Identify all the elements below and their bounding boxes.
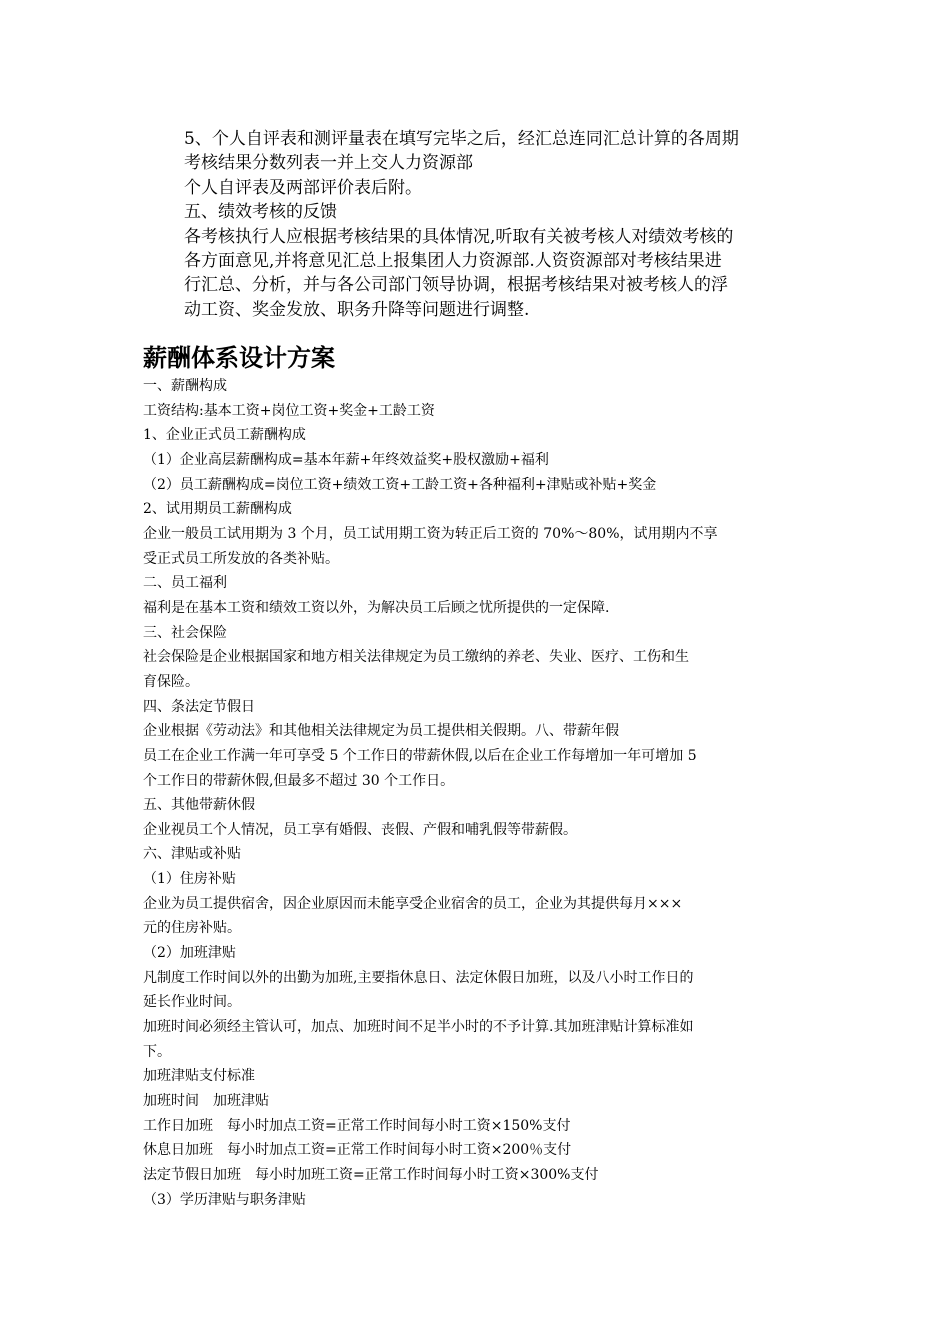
body-line: 工资结构:基本工资+岗位工资+奖金+工龄工资 — [143, 402, 435, 419]
body-line: 工作日加班 每小时加点工资=正常工作时间每小时工资×150%支付 — [143, 1117, 571, 1134]
intro-line: 动工资、奖金发放、职务升降等问题进行调整. — [184, 299, 530, 320]
intro-line: 考核结果分数列表一并上交人力资源部 — [184, 153, 473, 174]
section-title: 薪酬体系设计方案 — [143, 344, 335, 372]
body-line: 二、员工福利 — [143, 575, 227, 592]
body-line: 六、津贴或补贴 — [143, 846, 241, 863]
body-line: 四、条法定节假日 — [143, 698, 255, 715]
body-line: 三、社会保险 — [143, 624, 227, 641]
body-section — [143, 374, 813, 1212]
body-line: 2、试用期员工薪酬构成 — [143, 501, 292, 518]
body-line: 企业视员工个人情况，员工享有婚假、丧假、产假和哺乳假等带薪假。 — [143, 821, 577, 838]
body-line: 1、企业正式员工薪酬构成 — [143, 427, 306, 444]
body-line: 五、其他带薪休假 — [143, 797, 255, 814]
body-line: （1）住房补贴 — [143, 871, 236, 888]
intro-line: 五、绩效考核的反馈 — [184, 202, 337, 223]
body-line: 社会保险是企业根据国家和地方相关法律规定为员工缴纳的养老、失业、医疗、工伤和生 — [143, 649, 689, 666]
body-line: 加班时间 加班津贴 — [143, 1093, 269, 1110]
intro-line: 各考核执行人应根据考核结果的具体情况,听取有关被考核人对绩效考核的 — [184, 226, 734, 247]
body-line: （2）员工薪酬构成=岗位工资+绩效工资+工龄工资+各种福利+津贴或补贴+奖金 — [143, 476, 657, 493]
body-line: 下。 — [143, 1043, 171, 1060]
body-line: （3）学历津贴与职务津贴 — [143, 1191, 306, 1208]
body-line: 员工在企业工作满一年可享受 5 个工作日的带薪休假,以后在企业工作每增加一年可增加 5 — [143, 747, 697, 764]
body-line: 福利是在基本工资和绩效工资以外，为解决员工后顾之忧所提供的一定保障. — [143, 599, 610, 616]
body-line: 延长作业时间。 — [143, 994, 241, 1011]
body-line: 加班时间必须经主管认可，加点、加班时间不足半小时的不予计算.其加班津贴计算标准如 — [143, 1019, 694, 1036]
body-line: 休息日加班 每小时加点工资=正常工作时间每小时工资×200％支付 — [143, 1142, 572, 1159]
body-line: （2）加班津贴 — [143, 945, 236, 962]
intro-section — [184, 127, 808, 322]
intro-line: 各方面意见,并将意见汇总上报集团人力资源部.人资资源部对考核结果进 — [184, 251, 722, 272]
body-line: 凡制度工作时间以外的出勤为加班,主要指休息日、法定休假日加班，以及八小时工作日的 — [143, 969, 694, 986]
body-line: 法定节假日加班 每小时加班工资=正常工作时间每小时工资×300%支付 — [143, 1167, 599, 1183]
body-line: 加班津贴支付标准 — [143, 1068, 255, 1085]
intro-line: 行汇总、分析，并与各公司部门领导协调，根据考核结果对被考核人的浮 — [184, 275, 728, 296]
intro-line: 5、个人自评表和测评量表在填写完毕之后，经汇总连同汇总计算的各周期 — [184, 129, 739, 149]
body-line: 企业根据《劳动法》和其他相关法律规定为员工提供相关假期。八、带薪年假 — [143, 723, 619, 740]
body-line: 育保险。 — [143, 673, 199, 690]
body-line: 企业为员工提供宿舍，因企业原因而未能享受企业宿舍的员工，企业为其提供每月××× — [143, 895, 683, 912]
body-line: 受正式员工所发放的各类补贴。 — [143, 550, 339, 567]
body-line: （1）企业高层薪酬构成=基本年薪+年终效益奖+股权激励+福利 — [143, 451, 549, 468]
body-line: 个工作日的带薪休假,但最多不超过 30 个工作日。 — [143, 772, 455, 789]
body-line: 企业一般员工试用期为 3 个月，员工试用期工资为转正后工资的 70%～80%，试用期内不享 — [143, 525, 718, 542]
body-line: 元的住房补贴。 — [143, 920, 241, 937]
intro-line: 个人自评表及两部评价表后附。 — [184, 177, 422, 198]
body-line: 一、薪酬构成 — [143, 378, 227, 394]
